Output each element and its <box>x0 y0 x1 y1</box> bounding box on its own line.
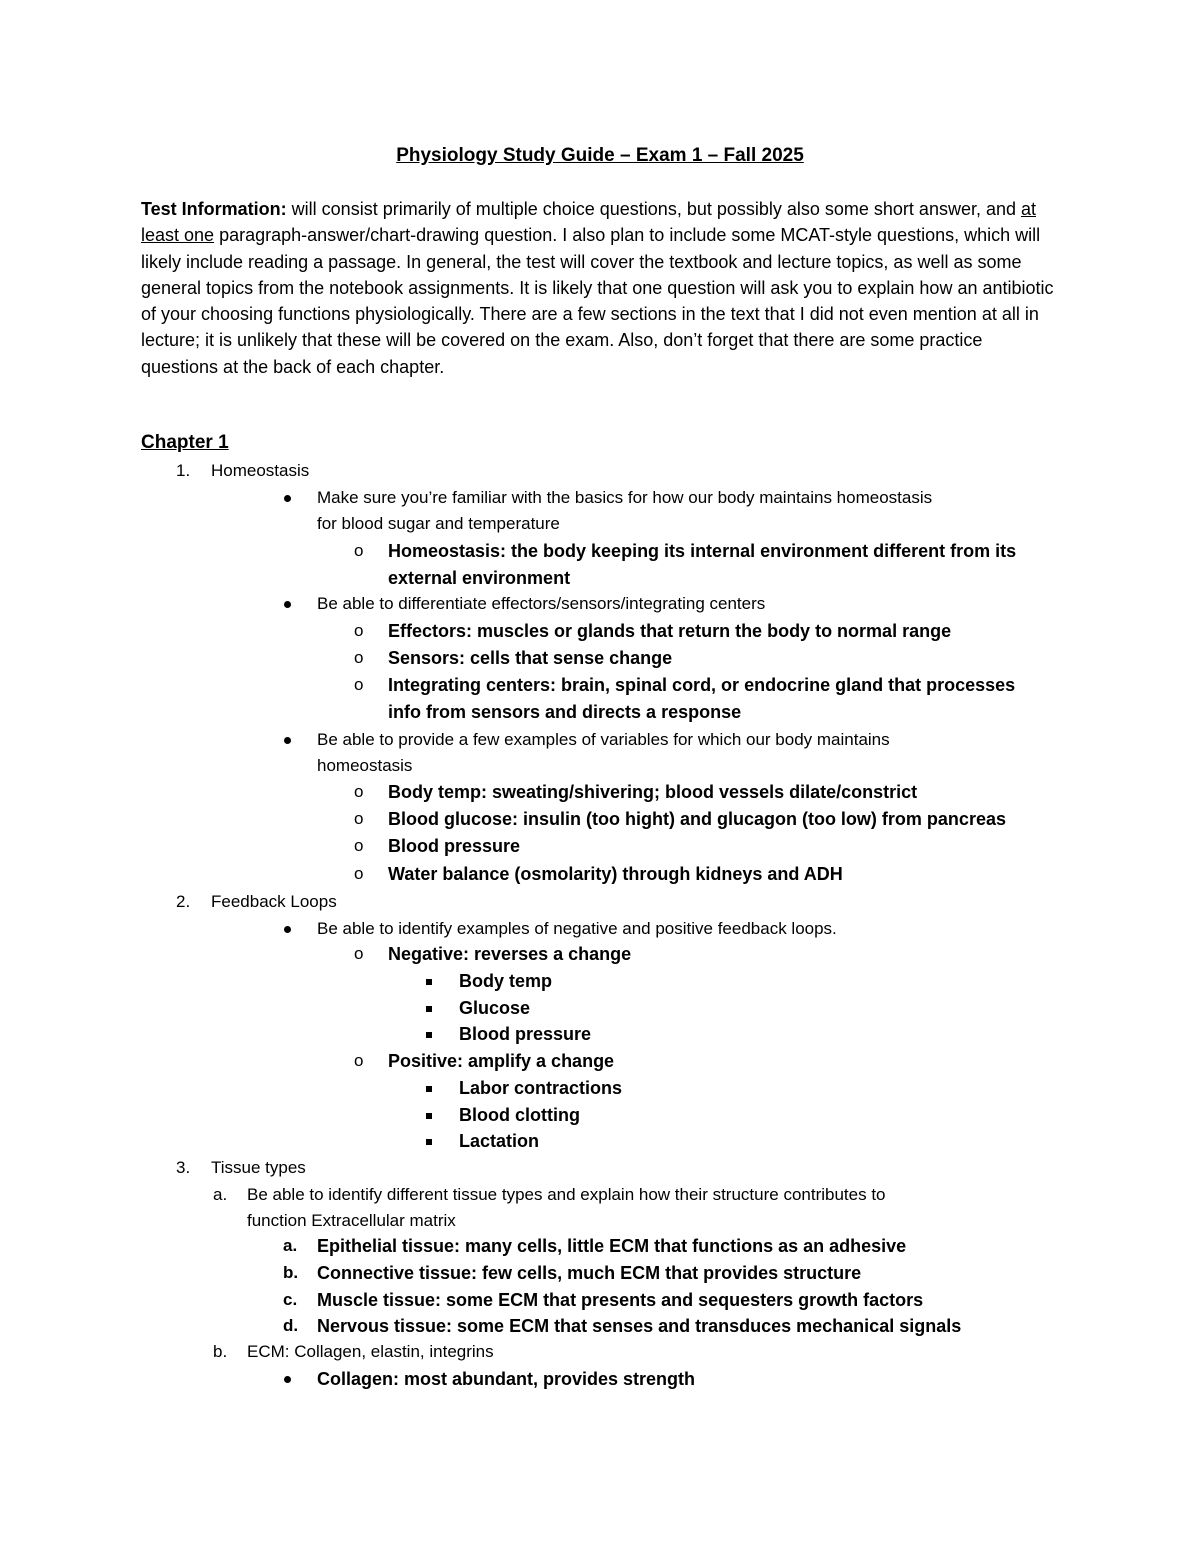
list-item: for blood sugar and temperature <box>317 514 560 533</box>
list-item: ECM: Collagen, elastin, integrins <box>247 1342 494 1361</box>
list-item: Homeostasis: the body keeping its internal environment different from its <box>388 541 1017 561</box>
chapter-heading: Chapter 1 <box>141 432 229 453</box>
list-number: 3. <box>176 1158 191 1177</box>
list-item: Be able to identify different tissue types and explain how their structure contributes to <box>247 1185 886 1204</box>
bullet-icon <box>284 495 291 502</box>
circle-bullet-icon: o <box>354 836 364 855</box>
list-item: Water balance (osmolarity) through kidneys and ADH <box>388 864 843 884</box>
list-item: Blood pressure <box>459 1024 592 1044</box>
list-item: external environment <box>388 568 571 588</box>
list-item: info from sensors and directs a response <box>388 702 742 722</box>
section-title-feedback-loops: Feedback Loops <box>211 892 337 911</box>
section-title-tissue-types: Tissue types <box>211 1158 306 1177</box>
list-item: Blood glucose: insulin (too hight) and glucagon (too low) from pancreas <box>388 809 1006 829</box>
bullet-icon <box>284 737 291 744</box>
list-item: Connective tissue: few cells, much ECM that provides structure <box>317 1263 862 1283</box>
intro-text-1: will consist primarily of multiple choice questions, but possibly also some short answer, and <box>286 199 1021 219</box>
list-item: Effectors: muscles or glands that return the body to normal range <box>388 621 952 641</box>
bullet-icon <box>284 601 291 608</box>
list-number: 1. <box>176 461 191 480</box>
bullet-icon <box>284 926 291 933</box>
list-item: Body temp <box>459 971 553 991</box>
square-bullet-icon <box>426 1032 432 1038</box>
list-item: homeostasis <box>317 756 413 775</box>
list-letter: d. <box>283 1316 299 1335</box>
list-item: Epithelial tissue: many cells, little ECM that functions as an adhesive <box>317 1236 907 1256</box>
intro-text-2: paragraph-answer/chart-drawing question. I also plan to include some MCAT-style questions, which will likely include reading a passage. In general, the test will cover the textbook and lecture topics, as well as some general topics from the notebook assignments. It is likely that one question will ask you to explain how an antibiotic of your choosing functions physiologically. There are a few sections in the text that I did not even mention at all in lecture; it is unlikely that these will be covered on the exam. Also, don’t forget that there are some practice questions at the back of each chapter. <box>141 225 1054 377</box>
list-item: Sensors: cells that sense change <box>388 648 673 668</box>
list-letter: b. <box>283 1263 299 1282</box>
test-information-paragraph <box>141 196 1056 380</box>
list-item: Be able to differentiate effectors/sensors/integrating centers <box>317 594 766 613</box>
circle-bullet-icon: o <box>354 864 364 883</box>
list-item: Be able to provide a few examples of variables for which our body maintains <box>317 730 890 749</box>
bullet-icon <box>284 1376 291 1383</box>
list-item: Integrating centers: brain, spinal cord, or endocrine gland that processes <box>388 675 1016 695</box>
square-bullet-icon <box>426 1113 432 1119</box>
square-bullet-icon <box>426 1139 432 1145</box>
list-item: function Extracellular matrix <box>247 1211 456 1230</box>
list-item: Make sure you’re familiar with the basics for how our body maintains homeostasis <box>317 488 933 507</box>
list-item: Lactation <box>459 1131 540 1151</box>
document-title: Physiology Study Guide – Exam 1 – Fall 2025 <box>396 145 804 166</box>
circle-bullet-icon: o <box>354 675 364 694</box>
circle-bullet-icon: o <box>354 541 364 560</box>
intro-underlined: at least one <box>141 199 1037 246</box>
list-number: 2. <box>176 892 191 911</box>
circle-bullet-icon: o <box>354 782 364 801</box>
circle-bullet-icon: o <box>354 621 364 640</box>
list-item: Muscle tissue: some ECM that presents and sequesters growth factors <box>317 1290 924 1310</box>
list-item: Positive: amplify a change <box>388 1051 615 1071</box>
list-letter: c. <box>283 1290 298 1309</box>
circle-bullet-icon: o <box>354 809 364 828</box>
square-bullet-icon <box>426 1006 432 1012</box>
list-item: Blood clotting <box>459 1105 580 1125</box>
list-letter: b. <box>213 1342 228 1361</box>
list-item: Negative: reverses a change <box>388 944 632 964</box>
test-information-label: Test Information: <box>141 199 287 219</box>
list-item: Blood pressure <box>388 836 521 856</box>
square-bullet-icon <box>426 979 432 985</box>
circle-bullet-icon: o <box>354 944 364 963</box>
section-title-homeostasis: Homeostasis <box>211 461 310 480</box>
list-letter: a. <box>213 1185 228 1204</box>
list-letter: a. <box>283 1236 298 1255</box>
list-item: Collagen: most abundant, provides strength <box>317 1369 696 1389</box>
square-bullet-icon <box>426 1086 432 1092</box>
list-item: Labor contractions <box>459 1078 623 1098</box>
list-item: Nervous tissue: some ECM that senses and transduces mechanical signals <box>317 1316 962 1336</box>
list-item: Be able to identify examples of negative and positive feedback loops. <box>317 919 837 938</box>
list-item: Glucose <box>459 998 531 1018</box>
list-item: Body temp: sweating/shivering; blood vessels dilate/constrict <box>388 782 918 802</box>
circle-bullet-icon: o <box>354 1051 364 1070</box>
circle-bullet-icon: o <box>354 648 364 667</box>
